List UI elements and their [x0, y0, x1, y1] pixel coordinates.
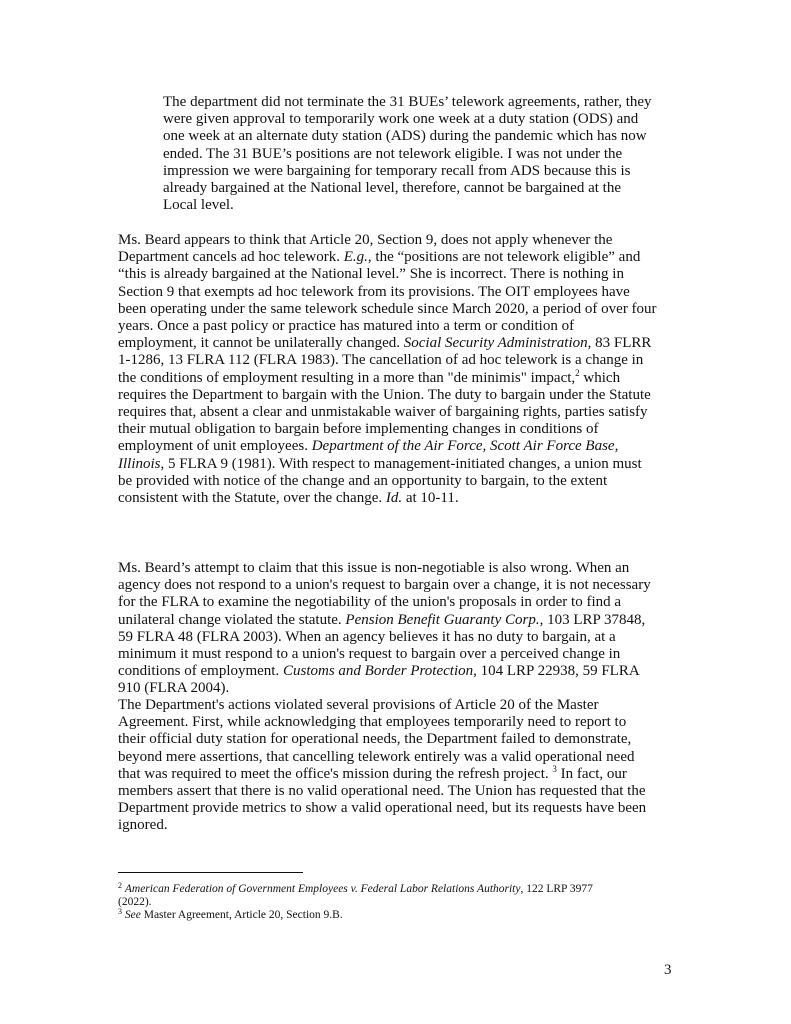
text-run: which — [579, 369, 621, 386]
text-line: their official duty station for operational needs, the Department failed to demonstrate, — [118, 731, 632, 748]
text-line: Ms. Beard appears to think that Article 20, Section 9, does not apply whenever the — [118, 232, 613, 248]
paragraph-ad-hoc-telework — [118, 232, 708, 507]
quote-line: were given approval to temporarily work one week at a duty station (ODS) and — [163, 111, 639, 128]
text-run: , 5 FLRA 9 (1981). With respect to management-initiated changes, a union must — [160, 455, 642, 472]
quote-line: The department did not terminate the 31 BUEs’ telework agreements, rather, they — [163, 94, 652, 110]
footnote-3 — [118, 909, 708, 922]
text-line — [118, 612, 708, 629]
text-line: years. Once a past policy or practice has matured into a term or condition of — [118, 318, 575, 335]
text-run: employment of unit employees. — [118, 438, 308, 455]
quote-line: one week at an alternate duty station (ADS) during the pandemic which has now — [163, 128, 647, 145]
text-line — [118, 490, 708, 507]
footnote-2-continued: (2022). — [118, 896, 152, 908]
text-line: requires the Department to bargain with the Union. The duty to bargain under the Statute — [118, 386, 651, 403]
citation-signal: E.g. — [343, 249, 368, 266]
text-line: Department provide metrics to show a valid operational need, but its requests have been — [118, 800, 647, 817]
text-line — [118, 249, 708, 266]
text-run: that was required to meet the office's mission during the refresh project. — [118, 765, 549, 782]
text-line: agency does not respond to a union's request to bargain over a change, it is not necessary — [118, 577, 651, 594]
text-line: 59 FLRA 48 (FLRA 2003). When an agency believes it has no duty to bargain, at a — [118, 628, 616, 645]
page-number: 3 — [664, 962, 672, 978]
text-line: 1-1286, 13 FLRA 112 (FLRA 1983). The cancellation of ad hoc telework is a change in — [118, 352, 644, 369]
case-citation: Pension Benefit Guaranty Corp. — [345, 611, 540, 628]
case-citation: American Federation of Government Employees v. Federal Labor Relations Authority — [124, 883, 521, 895]
text-line: Section 9 that exempts ad hoc telework from its provisions. The OIT employees have — [118, 283, 630, 300]
paragraph-article-20 — [118, 697, 708, 835]
footnote-2 — [118, 883, 708, 896]
case-citation: Illinois — [118, 455, 161, 472]
text-line — [118, 335, 708, 352]
text-line: their mutual obligation to bargain before implementing changes in conditions of — [118, 421, 599, 438]
paragraph-negotiability — [118, 560, 708, 698]
text-run: In fact, our — [556, 765, 627, 782]
case-citation: Social Security Administration — [403, 335, 588, 352]
text-run: , the “positions are not telework eligible” and — [367, 249, 641, 266]
text-run: , 103 LRP 37848, — [539, 611, 646, 628]
text-line: been operating under the same telework schedule since March 2020, a period of over four — [118, 300, 657, 317]
text-line: members assert that there is no valid operational need. The Union has requested that the — [118, 783, 646, 800]
text-run: Department cancels ad hoc telework. — [118, 249, 340, 266]
text-line — [118, 663, 708, 680]
footnotes — [118, 883, 708, 922]
text-line: requires that, absent a clear and unmistakable waiver of bargaining rights, parties satisfy — [118, 404, 648, 421]
text-line: Ms. Beard’s attempt to claim that this issue is non-negotiable is also wrong. When an — [118, 560, 630, 576]
text-run: unilateral change violated the statute. — [118, 611, 342, 628]
quote-line: impression we were bargaining for temporary recall from ADS because this is — [163, 162, 631, 179]
text-line: ignored. — [118, 817, 168, 834]
block-quote — [163, 94, 708, 214]
text-line: “this is already bargained at the National level.” She is incorrect. There is nothing in — [118, 266, 624, 283]
text-line: Agreement. First, while acknowledging that employees temporarily need to report to — [118, 714, 627, 731]
case-citation: Id. — [385, 490, 403, 507]
text-line — [118, 438, 708, 455]
text-run: employment, it cannot be unilaterally changed. — [118, 335, 400, 352]
text-run: at 10-11. — [402, 490, 459, 507]
footnote-separator — [118, 872, 303, 873]
text-line: 910 (FLRA 2004). — [118, 680, 230, 697]
footnote-number: 3 — [118, 907, 122, 916]
text-run: consistent with the Statute, over the change. — [118, 490, 383, 507]
text-line — [118, 763, 708, 783]
footnote-number: 2 — [118, 881, 122, 890]
quote-line: already bargained at the National level, therefore, cannot be bargained at the — [163, 180, 621, 197]
quote-line: Local level. — [163, 197, 234, 214]
text-line: beyond mere assertions, that cancelling telework entirely was a valid operational need — [118, 748, 635, 765]
citation-signal: See — [124, 909, 141, 921]
case-citation: Department of the Air Force, Scott Air Force Base, — [311, 438, 619, 455]
footnote-reference: 3 — [552, 763, 557, 774]
text-run: conditions of employment. — [118, 663, 280, 680]
text-run: Master Agreement, Article 20, Section 9.B. — [140, 909, 343, 921]
text-run: , 83 FLRR — [587, 335, 652, 352]
text-run: , 104 LRP 22938, 59 FLRA — [473, 663, 640, 680]
text-line — [118, 456, 708, 473]
text-line: for the FLRA to examine the negotiability of the union's proposals in order to find a — [118, 594, 622, 611]
text-line — [118, 367, 708, 387]
quote-line: ended. The 31 BUE’s positions are not telework eligible. I was not under the — [163, 145, 623, 162]
text-line: be provided with notice of the change and an opportunity to bargain, to the extent — [118, 472, 608, 489]
text-run: , 122 LRP 3977 — [520, 883, 593, 895]
text-line: The Department's actions violated several provisions of Article 20 of the Master — [118, 697, 599, 713]
text-run: the conditions of employment resulting in a more than "de minimis" impact, — [118, 369, 576, 386]
footnote-reference: 2 — [575, 367, 580, 378]
case-citation: Customs and Border Protection — [282, 663, 474, 680]
text-line: minimum it must respond to a union's request to bargain over a perceived change in — [118, 646, 621, 663]
